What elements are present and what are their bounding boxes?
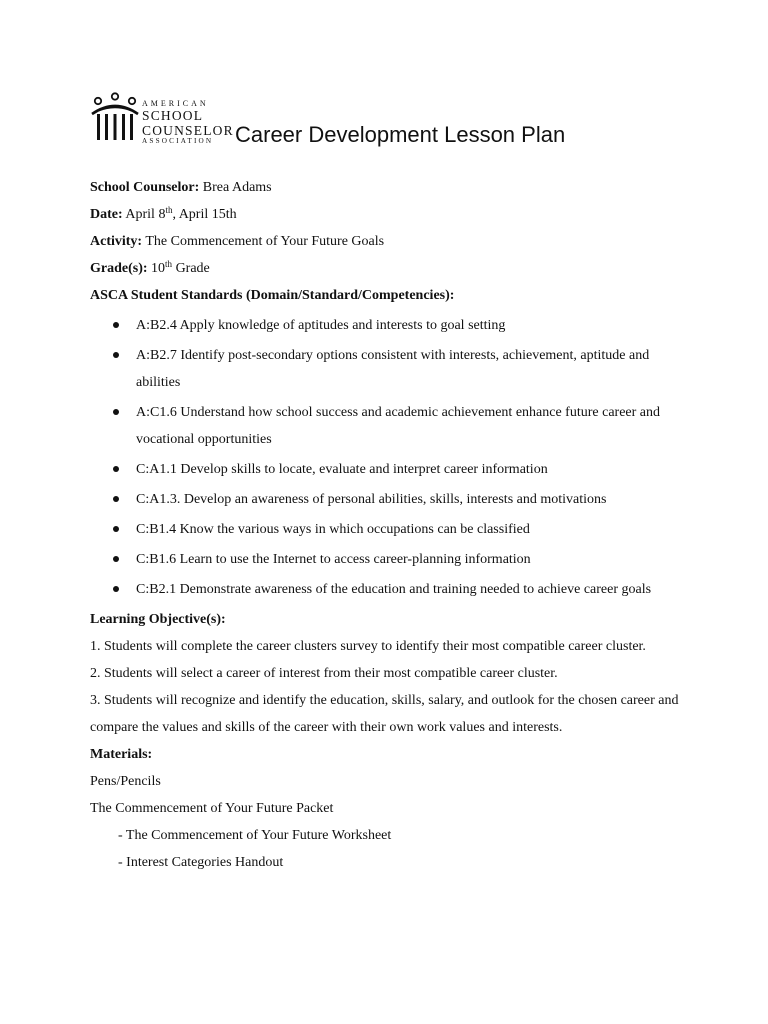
list-item [90,456,690,483]
list-item [90,342,690,396]
logo-line-american: AMERICAN [142,99,209,108]
objectives-heading-text: Learning Objective(s): [90,612,226,627]
standard-text: C:B1.4 Know the various ways in which occupations can be classified [136,522,530,537]
document-title: Career Development Lesson Plan [235,122,566,147]
standards-heading [90,282,690,309]
material-item-2: The Commencement of Your Future Packet [90,801,334,816]
date-line [90,201,690,228]
bullet-icon [113,409,119,415]
bullet-icon [113,322,119,328]
list-item [90,486,690,513]
standard-text: A:B2.7 Identify post-secondary options consistent with interests, achievement, aptitude and abilities [136,348,650,390]
standard-text: C:B1.6 Learn to use the Internet to access career-planning information [136,552,531,567]
grade-sup: th [165,259,173,269]
list-item [90,546,690,573]
objective-2: 2. Students will select a career of interest from their most compatible career cluster. [90,666,558,681]
list-item [90,576,690,603]
bullet-icon [113,586,119,592]
logo-line-association: ASSOCIATION [142,137,214,145]
document-body [90,174,690,876]
date-sup: th [165,205,173,215]
grade-label: Grade(s): [90,261,148,276]
list-item [90,399,690,453]
document-header [90,92,710,154]
material-sub-1: - The Commencement of Your Future Worksheet [118,828,392,843]
logo-line-school: SCHOOL [142,108,204,123]
grade-line [90,255,690,282]
logo-wordmark [142,100,234,145]
standards-heading-text: ASCA Student Standards (Domain/Standard/Competencies): [90,288,455,303]
objective-3: 3. Students will recognize and identify the education, skills, salary, and outlook for the chosen career and compare the values and skills of the career with their own work values and interests. [90,693,679,735]
materials-heading [90,741,690,768]
date-label: Date: [90,207,123,222]
logo-line-counselor: COUNSELOR [142,122,234,138]
bullet-icon [113,526,119,532]
date-value-post: , April 15th [172,207,237,222]
material-item-1: Pens/Pencils [90,774,161,789]
bullet-icon [113,556,119,562]
standard-text: A:C1.6 Understand how school success and academic achievement enhance future career and vocational opportunities [136,405,661,447]
activity-line [90,228,690,255]
standard-text: C:B2.1 Demonstrate awareness of the education and training needed to achieve career goals [136,582,652,597]
standards-list [90,312,690,603]
grade-value-pre: 10 [151,261,166,276]
standard-text: A:B2.4 Apply knowledge of aptitudes and interests to goal setting [136,318,506,333]
list-item [90,312,690,339]
bullet-icon [113,496,119,502]
date-value-pre: April 8 [125,207,166,222]
objective-1: 1. Students will complete the career clusters survey to identify their most compatible career cluster. [90,639,646,654]
materials-heading-text: Materials: [90,747,153,762]
list-item [90,516,690,543]
bullet-icon [113,352,119,358]
grade-value-post: Grade [172,261,210,276]
bullet-icon [113,466,119,472]
activity-label: Activity: [90,234,143,249]
people-columns-logo-icon [90,92,140,144]
objectives-heading [90,606,690,633]
counselor-line [90,174,690,201]
activity-value: The Commencement of Your Future Goals [145,234,385,249]
standard-text: C:A1.1 Develop skills to locate, evaluate and interpret career information [136,462,548,477]
asca-logo [90,92,234,148]
standard-text: C:A1.3. Develop an awareness of personal abilities, skills, interests and motivations [136,492,607,507]
counselor-label: School Counselor: [90,180,200,195]
material-sub-2: - Interest Categories Handout [118,855,284,870]
counselor-value: Brea Adams [202,180,272,195]
